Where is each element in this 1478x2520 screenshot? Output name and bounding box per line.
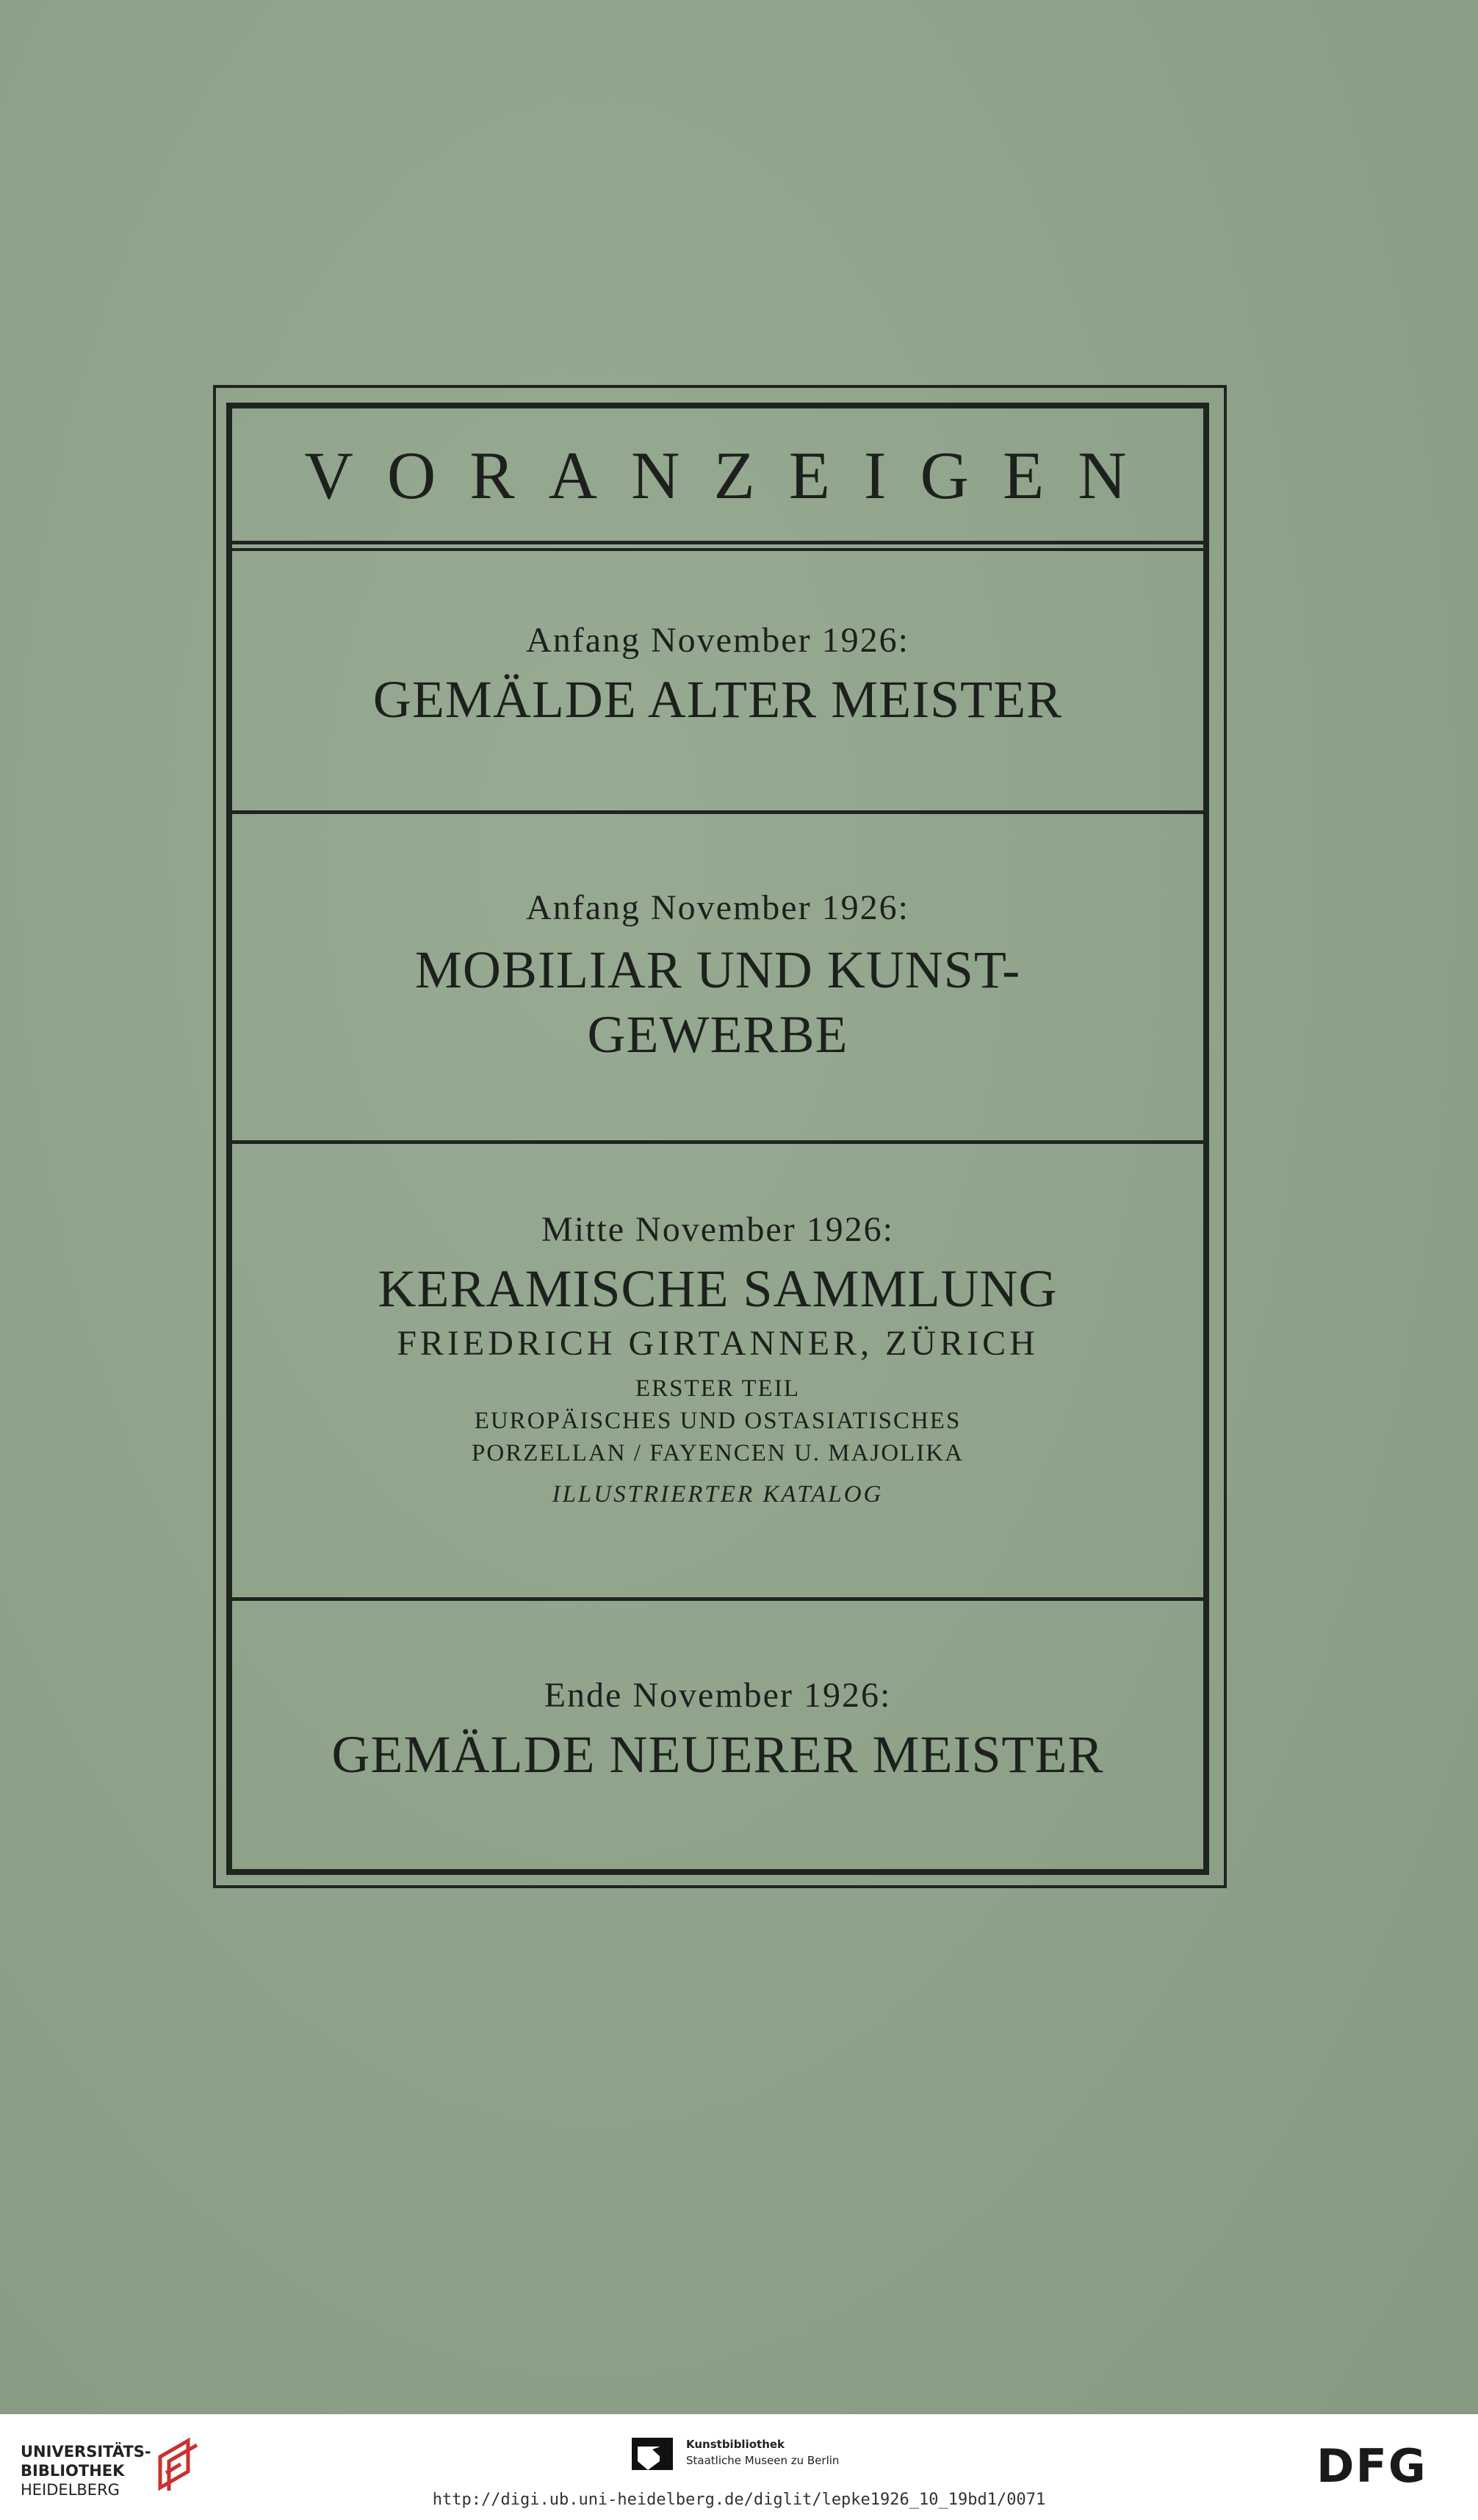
- header-rule-top: [232, 541, 1203, 544]
- announcement-catalog-note: ILLUSTRIERTER KATALOG: [552, 1481, 884, 1508]
- kunstbibliothek-name: Kunstbibliothek: [686, 2438, 785, 2451]
- dfg-logo: DFG: [1316, 2439, 1427, 2493]
- announcement-title: KERAMISCHE SAMMLUNG: [378, 1259, 1058, 1318]
- section-divider: [232, 1597, 1203, 1601]
- library-name-line3: HEIDELBERG: [21, 2481, 120, 2499]
- announcement-4: [232, 1674, 1203, 1787]
- section-divider: [232, 810, 1203, 814]
- announcement-part: ERSTER TEIL: [635, 1375, 800, 1402]
- library-name-line1: UNIVERSITÄTS-: [21, 2443, 151, 2460]
- announcement-description-line2: PORZELLAN / FAYENCEN U. MAJOLIKA: [472, 1440, 964, 1466]
- announcement-date: Anfang November 1926:: [526, 888, 909, 927]
- permalink-url[interactable]: http://digi.ub.uni-heidelberg.de/diglit/lepke1926_10_19bd1/0071: [432, 2491, 1046, 2509]
- announcement-2: [232, 886, 1203, 1067]
- announcement-title-line2: GEWERBE: [587, 1005, 848, 1064]
- section-divider: [232, 1140, 1203, 1144]
- announcement-title-line1: MOBILIAR UND KUNST-: [414, 940, 1021, 999]
- header-rule-bottom: [232, 548, 1203, 551]
- university-library-logo-icon: [153, 2435, 204, 2494]
- announcement-date: Anfang November 1926:: [526, 621, 909, 660]
- announcement-title: GEMÄLDE ALTER MEISTER: [372, 670, 1063, 729]
- announcement-1: [232, 619, 1203, 732]
- announcement-subtitle: FRIEDRICH GIRTANNER, ZÜRICH: [397, 1324, 1039, 1363]
- museum-name: Staatliche Museen zu Berlin: [686, 2454, 840, 2467]
- announcement-3: [232, 1208, 1203, 1512]
- page-title: VORANZEIGEN: [304, 438, 1161, 513]
- announcement-date: Mitte November 1926:: [541, 1210, 894, 1249]
- kunstbibliothek-text: [686, 2436, 839, 2469]
- digitization-footer: [0, 2414, 1478, 2520]
- announcement-description-line1: EUROPÄISCHES UND OSTASIATISCHES: [474, 1408, 962, 1434]
- kunstbibliothek-logo-icon: [630, 2435, 682, 2476]
- announcement-title: GEMÄLDE NEUERER MEISTER: [331, 1725, 1104, 1784]
- library-name-line2: BIBLIOTHEK: [21, 2462, 125, 2480]
- announcement-date: Ende November 1926:: [544, 1676, 892, 1715]
